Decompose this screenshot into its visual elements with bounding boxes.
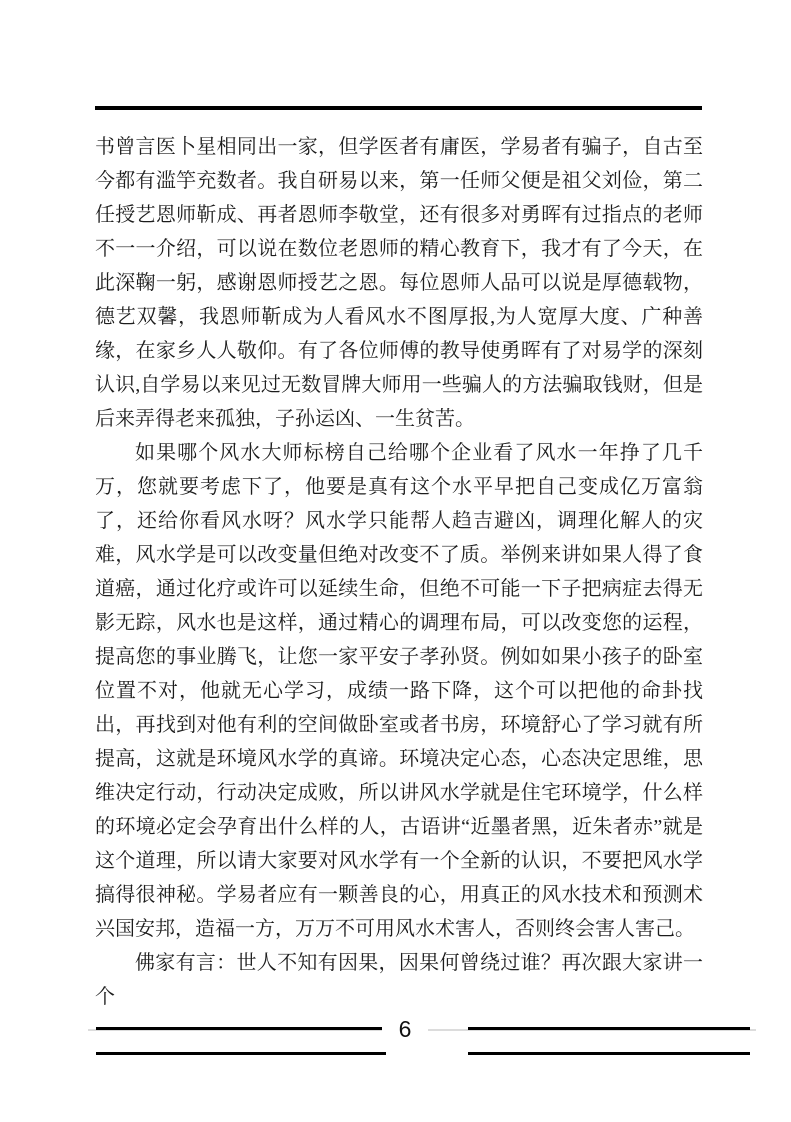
paragraph: 书曾言医卜星相同出一家，但学医者有庸医，学易者有骗子，自古至今都有滥竽充数者。我自研易以来，第一任师父便是祖父刘俭，第二任授艺恩师靳成、再者恩师李敬堂，还有很多对勇晖有过指点的老师不一一介绍，可以说在数位老恩师的精心教育下，我才有了今天，在此深鞠一躬，感谢恩师授艺之恩。每位恩师人品可以说是厚德载物，德艺双馨，我恩师靳成为人看风水不图厚报,为人宽厚大度、广种善缘，在家乡人人敬仰。有了各位师傅的教导使勇晖有了对易学的深刻认识,自学易以来见过无数冒牌大师用一些骗人的方法骗取钱财，但是后来弄得老来孤独，子孙运凶、一生贫苦。 <box>95 136 703 430</box>
paragraph: 如果哪个风水大师标榜自己给哪个企业看了风水一年挣了几千万，您就要考虑下了，他要是真有这个水平早把自己变成亿万富翁了，还给你看风水呀？风水学只能帮人趋吉避凶，调理化解人的灾难，风水学是可以改变量但绝对改变不了质。举例来讲如果人得了食道癌，通过化疗或许可以延续生命，但绝不可能一下子把病症去得无影无踪，风水也是这样，通过精心的调理布局，可以改变您的运程，提高您的事业腾飞，让您一家平安子孝孙贤。例如如果小孩子的卧室位置不对，他就无心学习，成绩一路下降，这个可以把他的命卦找出，再找到对他有利的空间做卧室或者书房，环境舒心了学习就有所提高，这就是环境风水学的真谛。环境决定心态，心态决定思维，思维决定行动，行动决定成败，所以讲风水学就是住宅环境学，什么样的环境必定会孕育出什么样的人，古语讲“近墨者黑，近朱者赤”就是这个道理，所以请大家要对风水学有一个全新的认识，不要把风水学搞得很神秘。学易者应有一颗善良的心，用真正的风水技术和预测术兴国安邦，造福一方，万万不可用风水术害人，否则终会害人害己。 <box>95 442 703 940</box>
page-number: 6 <box>382 1016 428 1042</box>
footer-rule-right-bottom <box>468 1052 750 1055</box>
footer-rule-left-bottom <box>96 1052 386 1055</box>
body-text <box>95 130 703 1014</box>
header-rule <box>95 106 702 110</box>
footer-rule-right-top <box>468 1027 750 1030</box>
footer-rule-left-top <box>96 1027 386 1030</box>
paragraph: 佛家有言：世人不知有因果，因果何曾绕过谁？再次跟大家讲一个 <box>95 952 703 1008</box>
